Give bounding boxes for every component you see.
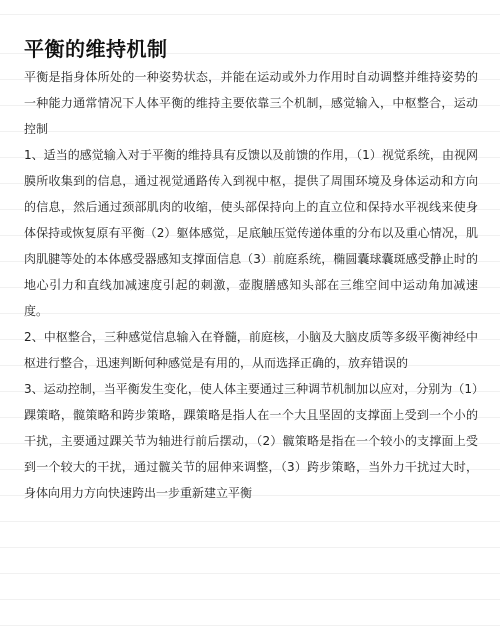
paragraph-intro: 平衡是指身体所处的一种姿势状态，并能在运动或外力作用时自动调整并维持姿势的一种能力通常情况下人体平衡的维持主要依靠三个机制，感觉输入，中枢整合，运动控制 xyxy=(24,70,478,136)
paragraph-sensory-input: 1、适当的感觉输入对于平衡的维持具有反馈以及前馈的作用，（1）视觉系统，由视网膜所收集到的信息，通过视觉通路传入到视中枢，提供了周围环境及身体运动和方向的信息，然后通过颈部肌肉的收缩，使头部保持向上的直立位和保持水平视线来使身体保持或恢复原有平衡（2）躯体感觉，足底触压觉传递体重的分布以及重心情况，肌肉肌腱等处的本体感受器感知支撑面信息（3）前庭系统，椭圆囊球囊斑感受静止时的地心引力和直线加减速度引起的刺激，壶腹膳感知头部在三维空间中运动角加减速度。 xyxy=(24,148,478,318)
paragraph-central-integration: 2、中枢整合，三种感觉信息输入在脊髓，前庭核，小脑及大脑皮质等多级平衡神经中枢进行整合，迅速判断何种感觉是有用的，从而选择正确的，放弃错误的 xyxy=(24,330,478,370)
page-title: 平衡的维持机制 xyxy=(24,37,168,61)
paragraph-motor-control: 3、运动控制，当平衡发生变化，使人体主要通过三种调节机制加以应对，分别为（1）踝策略，髋策略和跨步策略，踝策略是指人在一个大且坚固的支撑面上受到一个小的干扰，主要通过踝关节为轴进行前后摆动，（2）髋策略是指在一个较小的支撑面上受到一个较大的干扰，通过髋关节的屈伸来调整，（3）跨步策略，当外力干扰过大时，身体向用力方向快速跨出一步重新建立平衡 xyxy=(24,382,478,500)
document-body xyxy=(24,64,478,506)
